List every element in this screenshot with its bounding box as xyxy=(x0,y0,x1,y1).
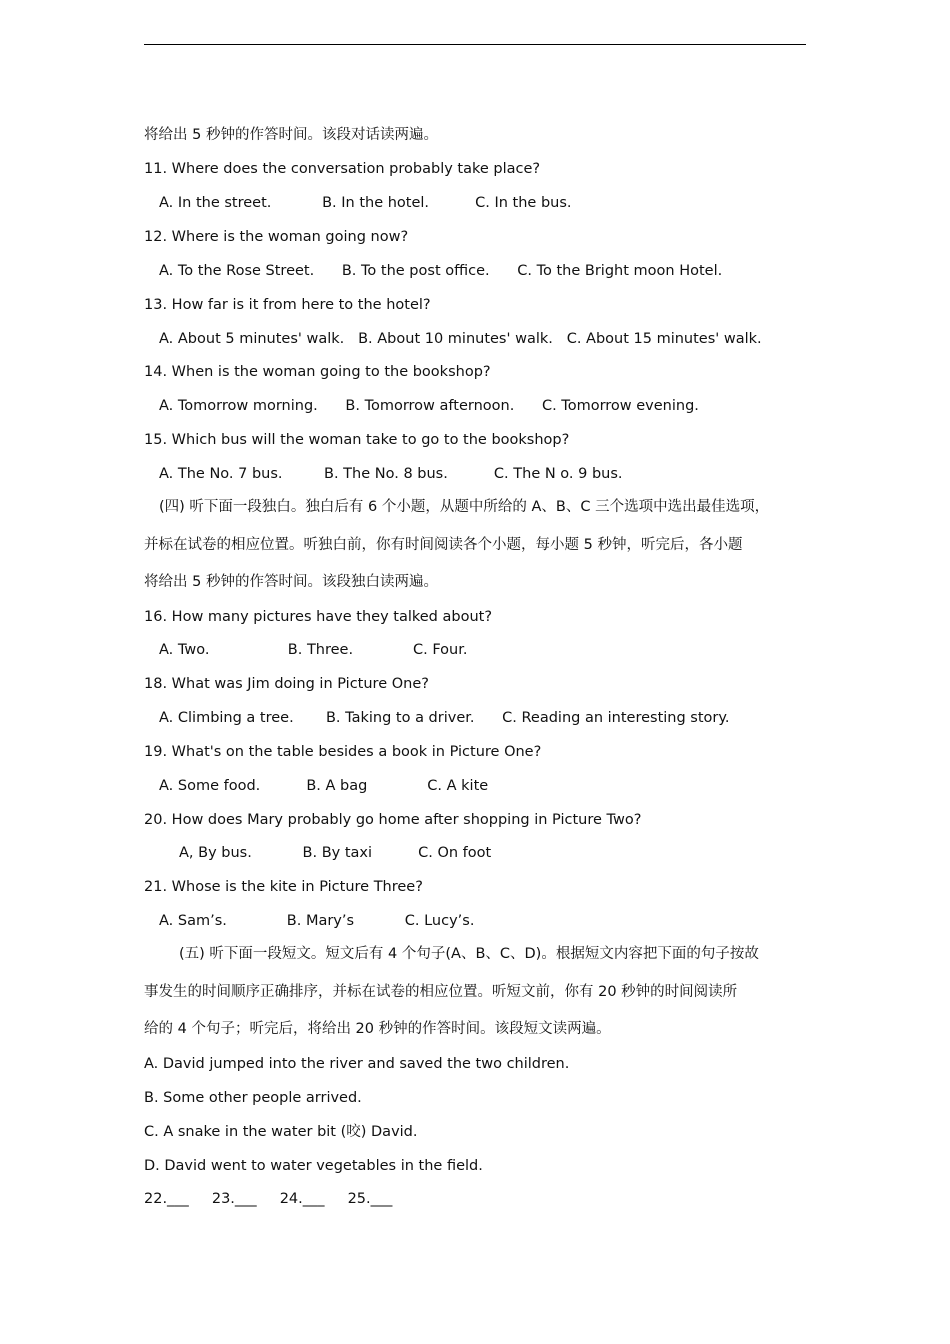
question-15: 15. Which bus will the woman take to go to the bookshop? xyxy=(144,432,570,448)
question-15-options: A. The No. 7 bus. B. The No. 8 bus. C. The N o. 9 bus. xyxy=(159,466,623,482)
question-19-options: A. Some food. B. A bag C. A kite xyxy=(159,778,489,794)
section-4-instruction-line-3: 将给出 5 秒钟的作答时间。该段独白读两遍。 xyxy=(144,574,438,590)
section-5-instruction-line-1: (五) 听下面一段短文。短文后有 4 个句子(A、B、C、D)。根据短文内容把下面的句子按故 xyxy=(179,946,759,962)
question-20-options: A, By bus. B. By taxi C. On foot xyxy=(179,845,492,861)
question-13-options: A. About 5 minutes' walk. B. About 10 minutes' walk. C. About 15 minutes' walk. xyxy=(159,331,762,347)
question-12: 12. Where is the woman going now? xyxy=(144,229,409,245)
section-5-instruction-line-3: 给的 4 个句子；听完后，将给出 20 秒钟的作答时间。该段短文读两遍。 xyxy=(144,1021,611,1037)
header-rule xyxy=(144,44,806,45)
answer-blanks: 22.___ 23.___ 24.___ 25.___ xyxy=(144,1191,393,1207)
question-12-options: A. To the Rose Street. B. To the post office. C. To the Bright moon Hotel. xyxy=(159,263,723,279)
question-21-options: A. Sam’s. B. Mary’s C. Lucy’s. xyxy=(159,913,475,929)
question-11: 11. Where does the conversation probably take place? xyxy=(144,161,541,177)
question-18: 18. What was Jim doing in Picture One? xyxy=(144,676,429,692)
question-14: 14. When is the woman going to the bookshop? xyxy=(144,364,491,380)
question-20: 20. How does Mary probably go home after shopping in Picture Two? xyxy=(144,812,642,828)
question-13: 13. How far is it from here to the hotel? xyxy=(144,297,431,313)
question-16-options: A. Two. B. Three. C. Four. xyxy=(159,642,468,658)
question-18-options: A. Climbing a tree. B. Taking to a driver. C. Reading an interesting story. xyxy=(159,710,730,726)
question-11-options: A. In the street. B. In the hotel. C. In the bus. xyxy=(159,195,572,211)
sentence-a: A. David jumped into the river and saved the two children. xyxy=(144,1056,570,1072)
section-5-instruction-line-2: 事发生的时间顺序正确排序，并标在试卷的相应位置。听短文前，你有 20 秒钟的时间阅读所 xyxy=(144,984,738,1000)
question-19: 19. What's on the table besides a book in Picture One? xyxy=(144,744,542,760)
instruction-line: 将给出 5 秒钟的作答时间。该段对话读两遍。 xyxy=(144,127,438,143)
question-14-options: A. Tomorrow morning. B. Tomorrow afternoon. C. Tomorrow evening. xyxy=(159,398,699,414)
question-16: 16. How many pictures have they talked about? xyxy=(144,609,493,625)
sentence-d: D. David went to water vegetables in the field. xyxy=(144,1158,483,1174)
sentence-c: C. A snake in the water bit (咬) David. xyxy=(144,1124,418,1140)
section-4-instruction-line-1: (四) 听下面一段独白。独白后有 6 个小题，从题中所给的 A、B、C 三个选项中选出最佳选项， xyxy=(159,499,770,515)
question-21: 21. Whose is the kite in Picture Three? xyxy=(144,879,423,895)
sentence-b: B. Some other people arrived. xyxy=(144,1090,362,1106)
section-4-instruction-line-2: 并标在试卷的相应位置。听独白前，你有时间阅读各个小题，每小题 5 秒钟，听完后，各小题 xyxy=(144,537,743,553)
